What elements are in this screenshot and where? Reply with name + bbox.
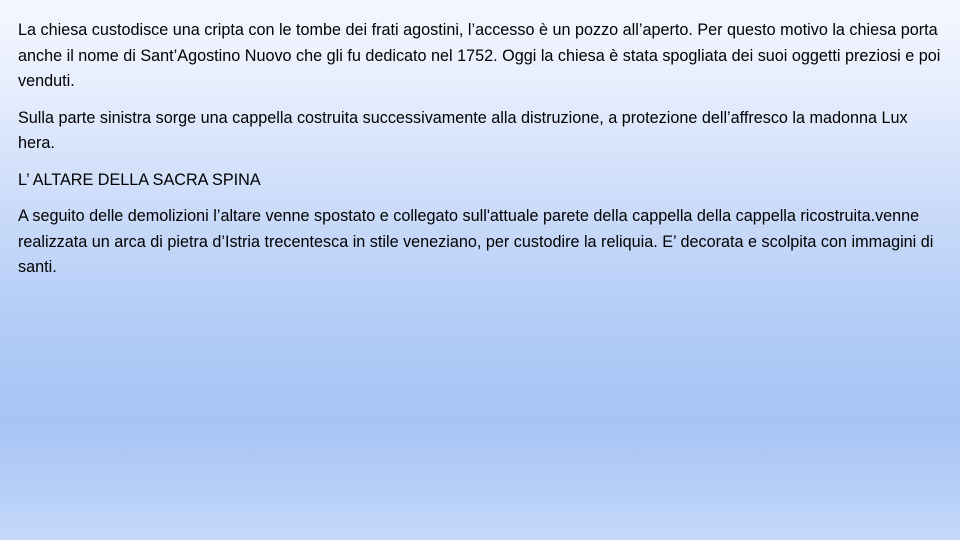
section-heading-altare: L’ ALTARE DELLA SACRA SPINA [18,170,261,189]
paragraph-cripta: La chiesa custodisce una cripta con le tombe dei frati agostini, l’accesso è un pozzo all’aperto. Per questo motivo la chiesa porta anche il nome di Sant’Agostino Nuovo che gli fu dedicato nel 1752. Oggi la chiesa è stata spogliata dei suoi oggetti preziosi e poi venduti. [18,21,941,90]
slide-text-body [18,18,942,292]
paragraph-altare: A seguito delle demolizioni l’altare venne spostato e collegato sull'attuale parete della cappella della cappella ricostruita.venne realizzata un arca di pietra d’Istria trecentesca in stile veneziano, per custodire la reliquia. E’ decorata e scolpita con immagini di santi. [18,207,934,276]
paragraph-cappella: Sulla parte sinistra sorge una cappella costruita successivamente alla distruzione, a protezione dell’affresco la madonna Lux hera. [18,108,908,152]
